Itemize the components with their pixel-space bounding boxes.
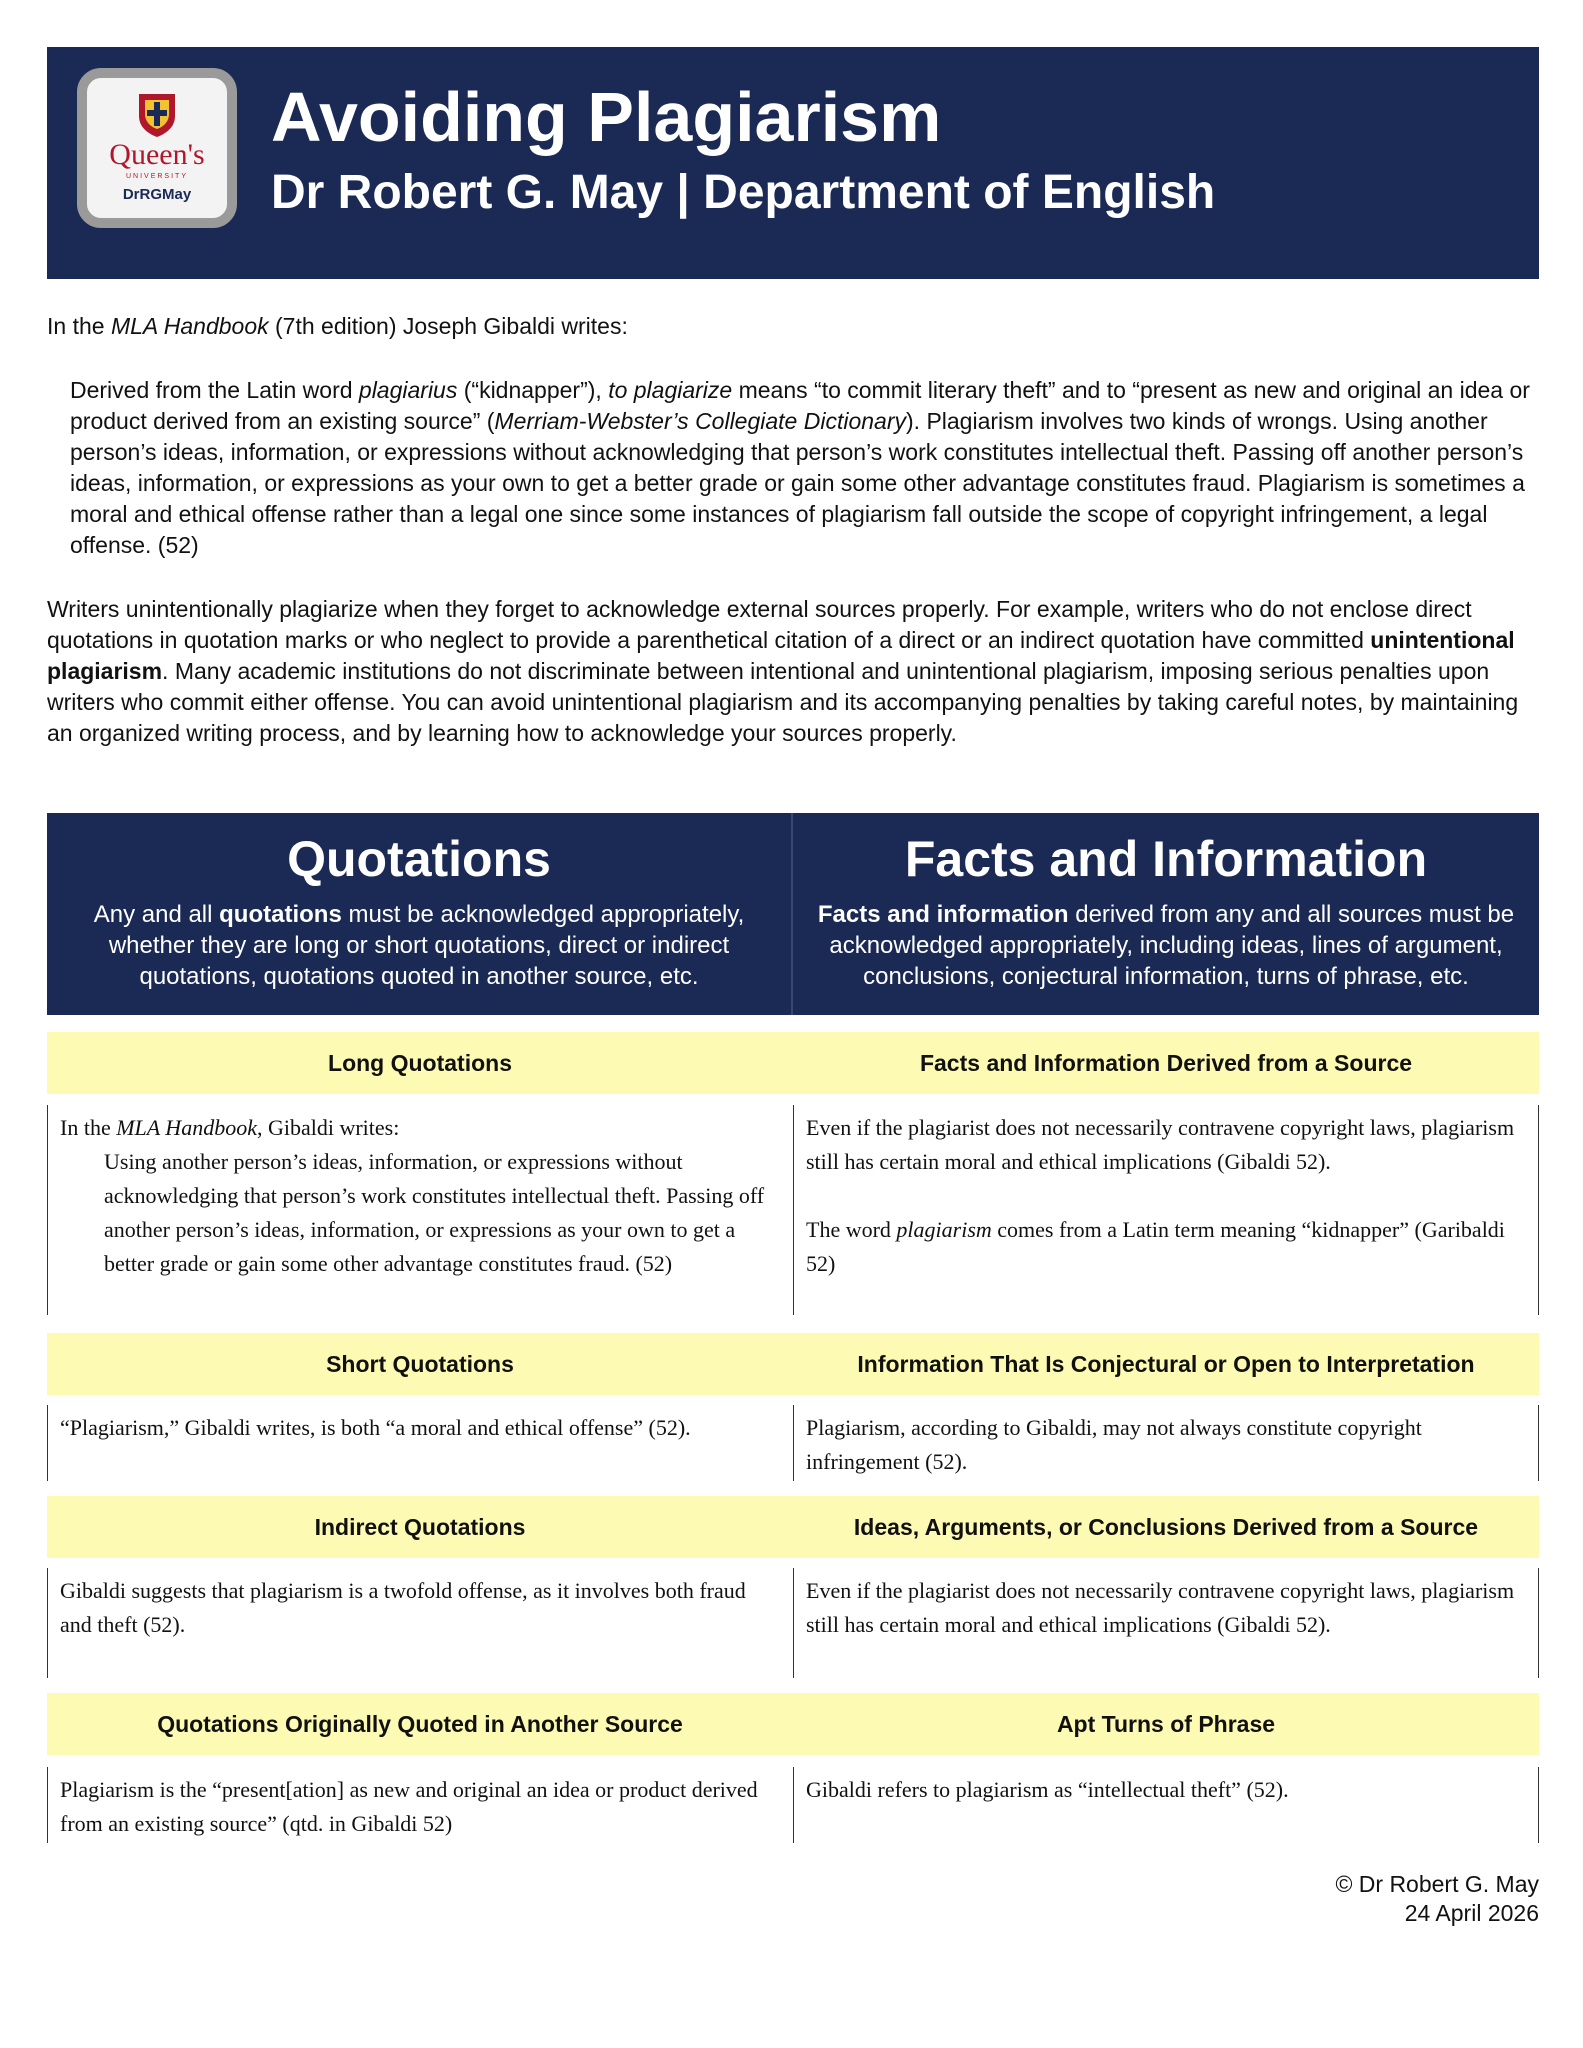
quotations-description: Any and all quotations must be acknowledged appropriately, whether they are long or short quotations, direct or indirect quotations, quotations quoted in another source, etc. bbox=[93, 901, 745, 990]
logo-tag: DrRGMay bbox=[122, 186, 192, 203]
quotations-panel bbox=[47, 813, 793, 1015]
facts-title: Facts and Information bbox=[904, 831, 1428, 887]
ideas-arguments-heading: Ideas, Arguments, or Conclusions Derived from a Source bbox=[793, 1496, 1539, 1558]
facts-panel bbox=[793, 813, 1539, 1015]
queens-logo bbox=[77, 68, 237, 228]
turns-of-phrase-example: Gibaldi refers to plagiarism as “intellectual theft” (52). bbox=[793, 1767, 1539, 1843]
footer-date: 24 April 2026 bbox=[1404, 1900, 1539, 1926]
facts-description: Facts and information derived from any and all sources must be acknowledged appropriately, including ideas, lines of argument, conclusions, conjectural information, turns of phrase, etc. bbox=[817, 901, 1515, 990]
copyright-notice: © Dr Robert G. May bbox=[1335, 1871, 1539, 1897]
facts-derived-example: Even if the plagiarist does not necessarily contravene copyright laws, plagiarism still has certain moral and ethical implications (Gibaldi 52). The word plagiarism comes from a Latin term meaning “kidnapper” (Garibaldi 52) bbox=[793, 1105, 1539, 1315]
quoted-in-another-source-example: Plagiarism is the “present[ation] as new and original an idea or product derived from an existing source” (qtd. in Gibaldi 52) bbox=[47, 1767, 793, 1843]
page-title: Avoiding Plagiarism bbox=[271, 78, 942, 156]
indirect-quotation-example: Gibaldi suggests that plagiarism is a twofold offense, as it involves both fraud and theft (52). bbox=[47, 1568, 793, 1678]
indirect-quotations-heading: Indirect Quotations bbox=[47, 1496, 793, 1558]
page-subtitle: Dr Robert G. May | Department of English bbox=[271, 166, 1216, 219]
short-quotations-heading: Short Quotations bbox=[47, 1333, 793, 1395]
logo-wordmark: Queen's bbox=[109, 138, 205, 171]
facts-derived-heading: Facts and Information Derived from a Source bbox=[793, 1032, 1539, 1094]
conjectural-example: Plagiarism, according to Gibaldi, may not always constitute copyright infringement (52). bbox=[793, 1405, 1539, 1481]
quotations-title: Quotations bbox=[287, 831, 551, 887]
quoted-in-another-source-heading: Quotations Originally Quoted in Another Source bbox=[47, 1693, 793, 1755]
intro-line: In the MLA Handbook (7th edition) Joseph Gibaldi writes: bbox=[47, 313, 628, 339]
conjectural-heading: Information That Is Conjectural or Open to Interpretation bbox=[793, 1333, 1539, 1395]
gibaldi-blockquote: Derived from the Latin word plagiarius (“kidnapper”), to plagiarize means “to commit literary theft” and to “present as new and original an idea or product derived from an existing source” (Merriam-Webster’s Collegiate Dictionary). Plagiarism involves two kinds of wrongs. Using another person’s ideas, information, or expressions without acknowledging that person’s work constitutes intellectual theft. Passing off another person’s ideas, information, or expressions as your own to get a better grade or gain some other advantage constitutes fraud. Plagiarism is sometimes a moral and ethical offense rather than a legal one since some instances of plagiarism fall outside the scope of copyright infringement, a legal offense. (52) bbox=[70, 377, 1530, 558]
footer bbox=[1335, 1870, 1539, 1928]
ideas-arguments-example: Even if the plagiarist does not necessarily contravene copyright laws, plagiarism still has certain moral and ethical implications (Gibaldi 52). bbox=[793, 1568, 1539, 1678]
turns-of-phrase-heading: Apt Turns of Phrase bbox=[793, 1693, 1539, 1755]
long-quotations-heading: Long Quotations bbox=[47, 1032, 793, 1094]
long-quotation-example: In the MLA Handbook, Gibaldi writes: Using another person’s ideas, information, or expressions without acknowledging that person’s work constitutes intellectual theft. Passing off another person’s ideas, information, or expressions as your own to get a better grade or gain some other advantage constitutes fraud. (52) bbox=[47, 1105, 793, 1315]
crest-icon bbox=[137, 92, 177, 138]
header-banner bbox=[47, 47, 1539, 279]
short-quotation-example: “Plagiarism,” Gibaldi writes, is both “a moral and ethical offense” (52). bbox=[47, 1405, 793, 1481]
logo-university: UNIVERSITY bbox=[125, 173, 188, 180]
unintentional-plagiarism-paragraph: Writers unintentionally plagiarize when they forget to acknowledge external sources properly. For example, writers who do not enclose direct quotations in quotation marks or who neglect to provide a parenthetical citation of a direct or an indirect quotation have committed unintentional plagiarism. Many academic institutions do not discriminate between intentional and unintentional plagiarism, imposing serious penalties upon writers who commit either offense. You can avoid unintentional plagiarism and its accompanying penalties by taking careful notes, by maintaining an organized writing process, and by learning how to acknowledge your sources properly. bbox=[47, 596, 1519, 746]
